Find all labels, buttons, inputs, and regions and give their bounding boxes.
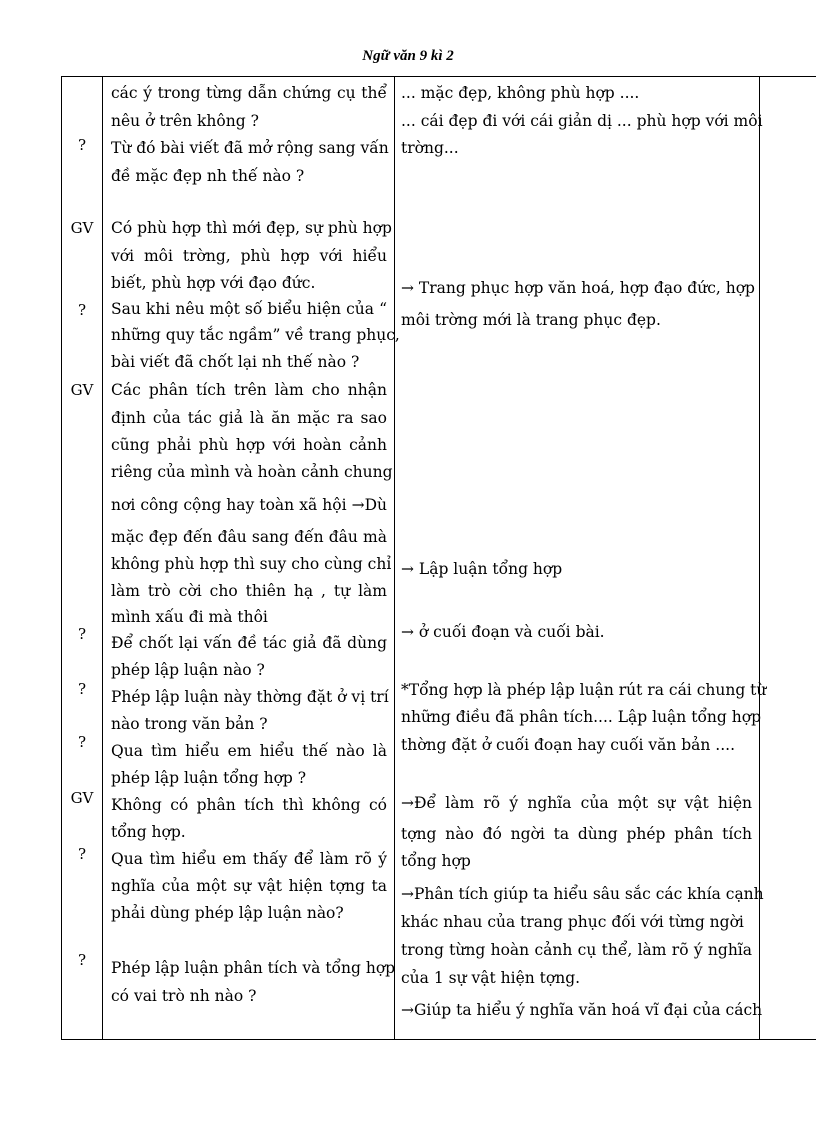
text-line: có vai trò nh nào ? [111, 987, 257, 1005]
text-line: các ý trong từng dẫn chứng cụ thể [111, 84, 387, 102]
text-line: Phép lập luận phân tích và tổng hợp [111, 959, 396, 977]
text-line: thờng đặt ở cuối đoạn hay cuối văn bản .... [401, 736, 736, 754]
lesson-table [61, 76, 816, 1040]
text-line: nghĩa của một sự vật hiện tợng ta [111, 877, 387, 895]
text-line: nêu ở trên không ? [111, 112, 259, 130]
text-line: cũng phải phù hợp với hoàn cảnh [111, 436, 387, 454]
text-line: trong từng hoàn cảnh cụ thể, làm rõ ý nghĩa [401, 941, 752, 959]
question-marker: ? [77, 845, 87, 863]
text-line: Không có phân tích thì không có [111, 796, 387, 814]
question-column [111, 77, 400, 1037]
teacher-marker: GV [70, 789, 94, 807]
text-line: Sau khi nêu một số biểu hiện của “ [111, 300, 387, 318]
text-line: tổng hợp [401, 852, 471, 870]
text-line: tợng nào đó ngời ta dùng phép phân tích [401, 825, 752, 843]
text-line: ... mặc đẹp, không phù hợp .... [401, 84, 640, 102]
text-line: với môi trờng, phù hợp với hiểu [111, 247, 387, 265]
text-line: mặc đẹp đến đâu sang đến đâu mà [111, 528, 387, 546]
text-line: *Tổng hợp là phép lập luận rút ra cái chung từ [401, 681, 767, 699]
text-line: không phù hợp thì suy cho cùng chỉ [111, 555, 392, 573]
text-line: của 1 sự vật hiện tợng. [401, 969, 581, 987]
text-line: → ở cuối đoạn và cuối bài. [401, 623, 605, 641]
text-line: ... cái đẹp đi với cái giản dị ... phù hợp với môi [401, 112, 763, 130]
page-header: Ngữ văn 9 kì 2 [362, 48, 454, 64]
text-line: Từ đó bài viết đã mở rộng sang vấn [111, 139, 389, 157]
text-line: nào trong văn bản ? [111, 715, 268, 733]
text-line: những điều đã phân tích.... Lập luận tổng hợp [401, 708, 761, 726]
text-line: khác nhau của trang phục đối với từng ngời [401, 913, 744, 931]
question-marker: ? [77, 951, 87, 969]
text-line: những quy tắc ngầm” về trang phục, [111, 326, 400, 344]
text-line: Phép lập luận này thờng đặt ở vị trí [111, 688, 389, 706]
text-line: nơi công cộng hay toàn xã hội →Dù [111, 496, 387, 514]
text-line: Qua tìm hiểu em thấy để làm rõ ý [111, 850, 387, 868]
text-line: biết, phù hợp với đạo đức. [111, 274, 316, 292]
question-marker: ? [77, 301, 87, 319]
text-line: tổng hợp. [111, 823, 186, 841]
text-line: →Để làm rõ ý nghĩa của một sự vật hiện [401, 794, 752, 812]
text-line: → Trang phục hợp văn hoá, hợp đạo đức, hợp [401, 279, 755, 297]
text-line: riêng của mình và hoàn cảnh chung [111, 463, 393, 481]
question-marker: ? [77, 625, 87, 643]
question-marker: ? [77, 136, 87, 154]
text-line: phải dùng phép lập luận nào? [111, 904, 344, 922]
text-line: Các phân tích trên làm cho nhận [111, 381, 387, 399]
text-line: → Lập luận tổng hợp [401, 560, 563, 578]
text-line: định của tác giả là ăn mặc ra sao [111, 409, 387, 427]
column-divider [102, 77, 103, 1039]
text-line: làm trò cời cho thiên hạ , tự làm [111, 582, 387, 600]
question-marker: ? [77, 680, 87, 698]
answer-column [401, 77, 767, 1037]
text-line: Có phù hợp thì mới đẹp, sự phù hợp [111, 219, 392, 237]
text-line: đề mặc đẹp nh thế nào ? [111, 167, 305, 185]
text-line: phép lập luận tổng hợp ? [111, 769, 307, 787]
text-line: Để chốt lại vấn đề tác giả đã dùng [111, 634, 387, 652]
text-line: →Phân tích giúp ta hiểu sâu sắc các khía cạnh [401, 885, 764, 903]
teacher-marker: GV [70, 219, 94, 237]
text-line: phép lập luận nào ? [111, 661, 265, 679]
text-line: Qua tìm hiểu em hiểu thế nào là [111, 742, 387, 760]
column-divider [394, 77, 395, 1039]
question-marker: ? [77, 733, 87, 751]
text-line: môi trờng mới là trang phục đẹp. [401, 311, 661, 329]
text-line: →Giúp ta hiểu ý nghĩa văn hoá vĩ đại của cách [401, 1001, 763, 1019]
teacher-marker: GV [70, 381, 94, 399]
text-line: bài viết đã chốt lại nh thế nào ? [111, 353, 360, 371]
text-line: mình xấu đi mà thôi [111, 608, 268, 626]
text-line: trờng... [401, 139, 459, 157]
